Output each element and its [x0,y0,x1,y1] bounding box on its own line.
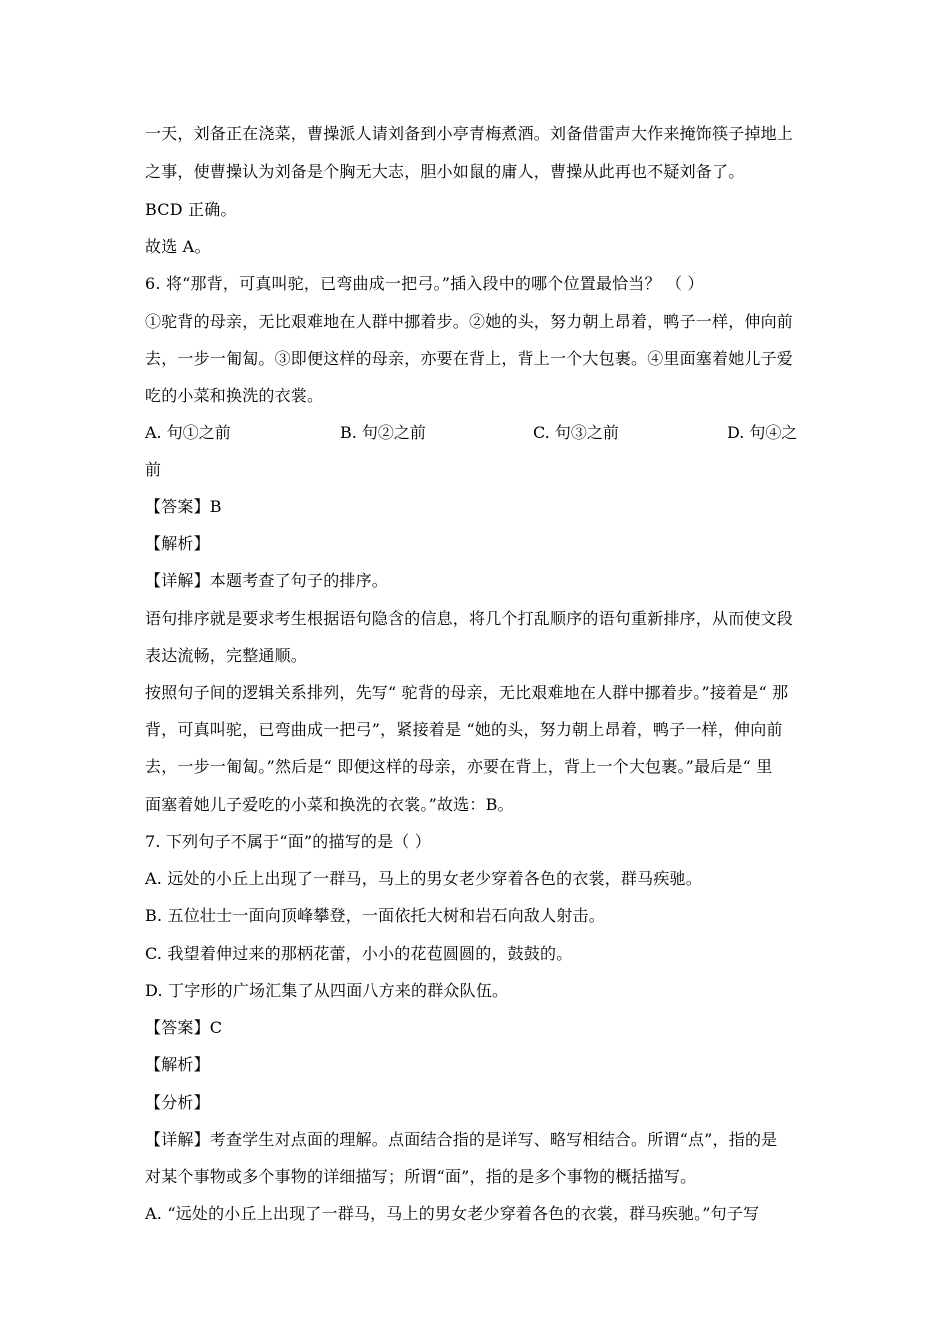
question-6-passage: 吃的小菜和换洗的衣裳。 [145,386,324,405]
answer-label: 【答案】B [145,497,222,516]
question-7-option-d: D. 丁字形的广场汇集了从四面八方来的群众队伍。 [145,981,509,1000]
text-line: 一天，刘备正在浇菜，曹操派人请刘备到小亭青梅煮酒。刘备借雷声大作来掩饰筷子掉地上 [145,124,794,143]
question-7-stem: 7. 下列句子不属于“面”的描写的是（ ） [145,832,431,851]
question-6-passage: 去，一步一匍匐。③即便这样的母亲，亦要在背上，背上一个大包裹。④里面塞着她儿子爱 [145,349,794,368]
question-6-option-d: D. 句④之 [727,423,798,442]
detail-text: 表达流畅，完整通顺。 [145,646,308,665]
detail-text: 面塞着她儿子爱吃的小菜和换洗的衣裳。”故选：B。 [145,795,514,814]
detail-text: 对某个事物或多个事物的详细描写；所谓“面”，指的是多个事物的概括描写。 [145,1167,697,1186]
question-7-option-a: A. 远处的小丘上出现了一群马，马上的男女老少穿着各色的衣裳，群马疾驰。 [145,869,702,888]
text-line: 故选 A。 [145,237,211,256]
answer-label: 【答案】C [145,1018,223,1037]
question-6-passage: ①驼背的母亲，无比艰难地在人群中挪着步。②她的头，努力朝上昂着，鸭子一样，伸向前 [145,312,794,331]
analysis-sub-label: 【分析】 [145,1093,210,1112]
detail-text: 按照句子间的逻辑关系排列，先写“ 驼背的母亲，无比艰难地在人群中挪着步。”接着是“ 那 [145,683,789,702]
detail-text: 背，可真叫驼，已弯曲成一把弓”，紧接着是 “她的头，努力朝上昂着，鸭子一样，伸向前 [145,720,783,739]
question-6-option-c: C. 句③之前 [533,423,619,442]
text-line: 之事，使曹操认为刘备是个胸无大志，胆小如鼠的庸人，曹操从此再也不疑刘备了。 [145,162,745,181]
detail-text: 去，一步一匍匐。”然后是“ 即便这样的母亲，亦要在背上，背上一个大包裹。”最后是“ 里 [145,757,773,776]
detail-text: A. “远处的小丘上出现了一群马，马上的男女老少穿着各色的衣裳，群马疾驰。”句子写 [145,1204,760,1223]
detail-text: 【详解】本题考查了句子的排序。 [145,571,389,590]
question-7-option-b: B. 五位壮士一面向顶峰攀登，一面依托大树和岩石向敌人射击。 [145,906,605,925]
question-6-option-b: B. 句②之前 [340,423,426,442]
detail-text: 语句排序就是要求考生根据语句隐含的信息，将几个打乱顺序的语句重新排序，从而使文段 [145,609,794,628]
analysis-label: 【解析】 [145,534,210,553]
question-6-option-d-wrap: 前 [145,460,162,479]
detail-text: 【详解】考查学生对点面的理解。点面结合指的是详写、略写相结合。所谓“点”，指的是 [145,1130,778,1149]
question-6-stem: 6. 将“那背，可真叫驼，已弯曲成一把弓。”插入段中的哪个位置最恰当？ （ ） [145,274,704,293]
question-6-option-a: A. 句①之前 [145,423,231,442]
text-line: BCD 正确。 [145,200,237,219]
analysis-label: 【解析】 [145,1055,210,1074]
question-7-option-c: C. 我望着伸过来的那柄花蕾，小小的花苞圆圆的，鼓鼓的。 [145,944,573,963]
